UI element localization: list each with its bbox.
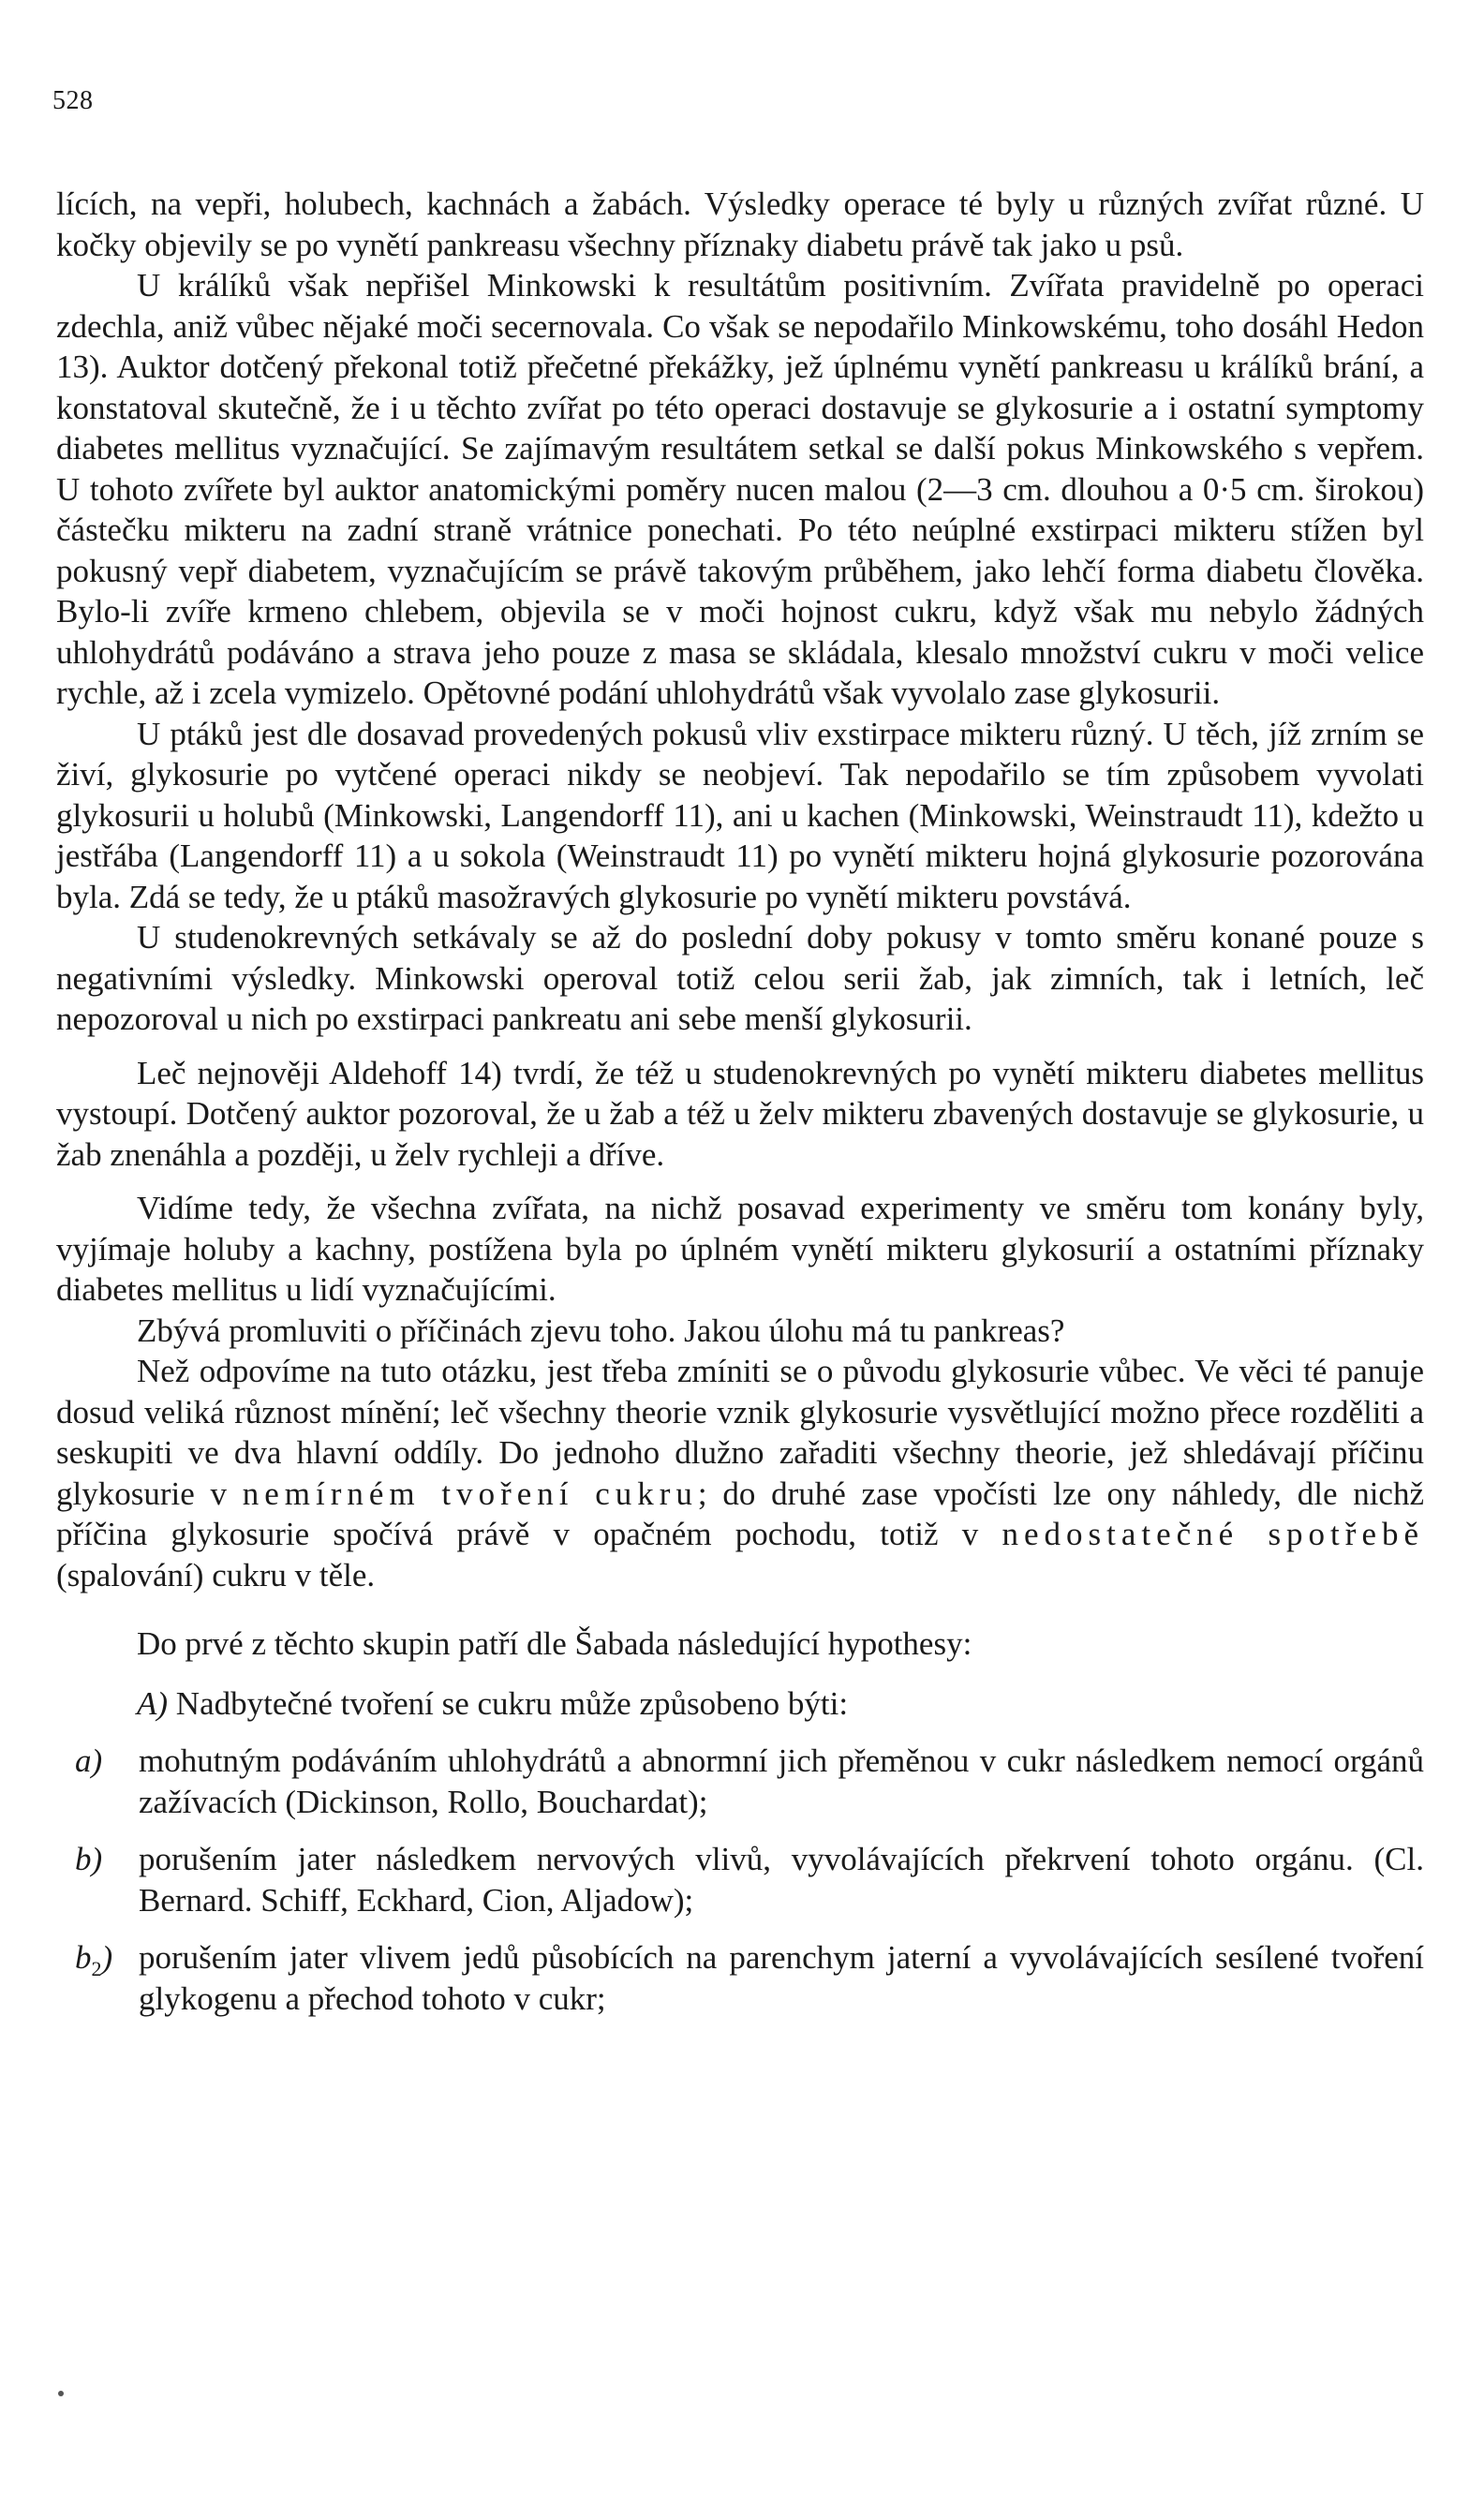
paragraph-text: (spalování) cukru v těle.	[56, 1556, 376, 1594]
paragraph: lících, na vepři, holubech, kachnách a žabách. Výsledky operace té byly u různých zvířat různé. U kočky objevily se po vynětí pankreasu všechny příznaky diabetu právě tak jako u psů.	[56, 185, 1424, 263]
paragraph: Leč nejnověji Aldehoff 14) tvrdí, že též u studenokrevných po vynětí mikteru diabetes mellitus vystoupí. Dotčený auktor pozoroval, že u žab a též u želv mikteru zbavených dostavuje se glykosurie, u žab znenáhla a později, u želv rychleji a dříve.	[56, 1054, 1424, 1173]
list-item	[56, 1741, 1424, 1822]
list-marker-close: )	[101, 1939, 113, 1976]
paragraph-glykosurie-origin	[56, 1351, 1424, 1595]
list-item-text: porušením jater vlivem jedů působících na parenchym jaterní a vyvolávajících sesílené tvoření glykogenu a přechod tohoto v cukr;	[139, 1939, 1424, 2017]
list-marker	[75, 1937, 131, 1990]
paragraph: Zbývá promluviti o příčinách zjevu toho. Jakou úlohu má tu pankreas?	[137, 1312, 1065, 1349]
list-item-text: porušením jater následkem nervových vlivů, vyvolávajících překrvení tohoto orgánu. (Cl. Bernard. Schiff, Eckhard, Cion, Aljadow);	[139, 1841, 1424, 1919]
sub-heading	[56, 1683, 1424, 1725]
spaced-emphasis: nedostatečné spotřebě	[1002, 1516, 1425, 1552]
list-marker-letter: b	[75, 1939, 92, 1976]
list-item-text: mohutným podáváním uhlohydrátů a abnormní jich přeměnou v cukr následkem nemocí orgánů zažívacích (Dickinson, Rollo, Bouchardat);	[139, 1742, 1424, 1820]
list-marker: a)	[75, 1742, 103, 1779]
paragraph: U ptáků jest dle dosavad provedených pokusů vliv exstirpace mikteru různý. U těch, jíž zrním se živí, glykosurie po vytčené operaci nikdy se neobjeví. Tak nepodařilo se tím způsobem vyvolati glykosurii u holubů (Minkowski, Langendorff 11), ani u kachen (Minkowski, Weinstraudt 11), kdežto u jestřába (Langendorff 11) a u sokola (Weinstraudt 11) po vynětí mikteru hojná glykosurie pozorována byla. Zdá se tedy, že u ptáků masožravých glykosurie po vynětí mikteru povstává.	[56, 715, 1424, 915]
sub-heading-text: Nadbytečné tvoření se cukru může způsobeno býti:	[168, 1684, 849, 1722]
paragraph-text: Než odpovíme na tuto otázku, jest třeba zmíniti se o původu glykosurie vůbec. Ve věci té panuje dosud veliká různost mínění; leč všechny theorie vznik glykosurie vysvětlující možno přece rozděliti a seskupiti ve dva hlavní oddíly. Do jednoho dlužno zařaditi všechny theorie, jež shledávají příčinu glykosurie v	[56, 1353, 1424, 1512]
list-marker: b)	[75, 1841, 103, 1877]
list-item	[56, 1937, 1424, 2019]
list-item	[56, 1839, 1424, 1920]
page-number: 528	[52, 86, 94, 115]
list-marker-subscript: 2	[91, 1957, 102, 1980]
spaced-emphasis: nemírném tvoření cukru	[242, 1475, 698, 1512]
list-intro: Do prvé z těchto skupin patří dle Šabada následující hypothesy:	[137, 1625, 972, 1662]
paragraph-text: ; do druhé zase vpočísti lze ony náhledy, dle nichž příčina glykosurie spočívá právě v opačném pochodu, totiž v	[56, 1475, 1425, 1552]
paragraph: U králíků však nepřišel Minkowski k resultátům positivním. Zvířata pravidelně po operaci zdechla, aniž vůbec nějaké moči secernovala. Co však se nepodařilo Minkowskému, toho dosáhl Hedon 13). Auktor dotčený překonal totiž přečetné překážky, jež úplnému vynětí pankreasu u králíků brání, a konstatoval skutečně, že i u těchto zvířat po této operaci dostavuje se glykosurie a i ostatní symptomy diabetes mellitus vyznačující. Se zajímavým resultátem setkal se další pokus Minkowského s vepřem. U tohoto zvířete byl auktor anatomickými poměry nucen malou (2—3 cm. dlouhou a 0·5 cm. širokou) částečku mikteru na zadní straně vrátnice ponechati. Po této neúplné exstirpaci mikteru stížen byl pokusný vepř diabetem, vyznačujícím se právě takovým průběhem, jako lehčí forma diabetu člověka. Bylo-li zvíře krmeno chlebem, objevila se v moči hojnost cukru, když však mu nebylo žádných uhlohydrátů podáváno a strava jeho pouze z masa se skládala, klesalo množství cukru v moči velice rychle, až i zcela vymizelo. Opětovné podání uhlohydrátů však vyvolalo zase glykosurii.	[56, 267, 1424, 711]
paragraph: U studenokrevných setkávaly se až do poslední doby pokusy v tomto směru konané pouze s negativními výsledky. Minkowski operoval totiž celou serii žab, jak zimních, tak i letních, leč nepozoroval u nich po exstirpaci pankreatu ani sebe menší glykosurii.	[56, 919, 1424, 1037]
sub-heading-marker: A)	[137, 1684, 169, 1722]
body-text	[56, 184, 1424, 2019]
scan-speck	[58, 2391, 64, 2396]
paragraph: Vidíme tedy, že všechna zvířata, na nichž posavad experimenty ve směru tom konány byly, vyjímaje holuby a kachny, postížena byla po úplném vynětí mikteru glykosurií a ostatními příznaky diabetes mellitus u lidí vyznačujícími.	[56, 1190, 1424, 1308]
